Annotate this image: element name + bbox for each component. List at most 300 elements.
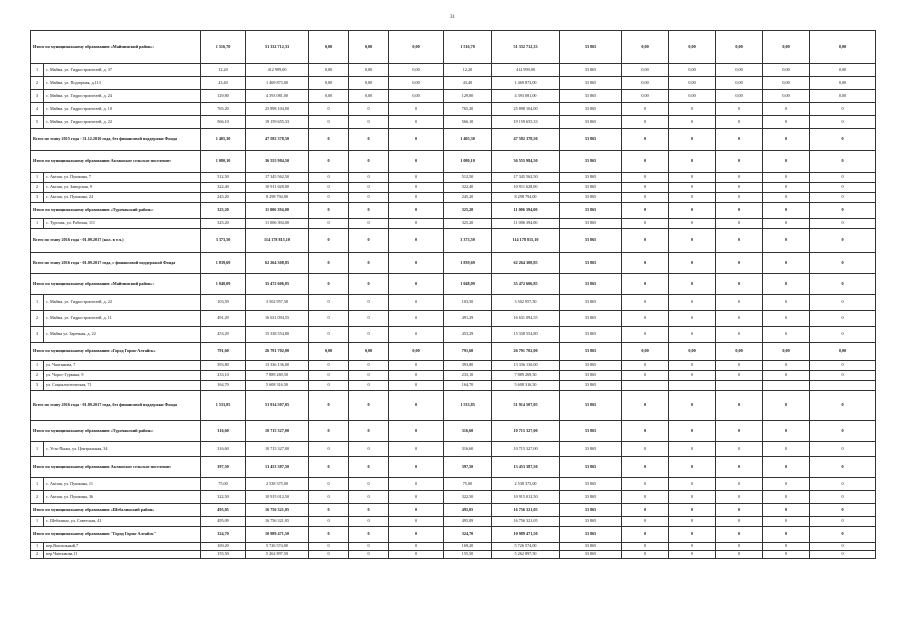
value-cell: 0 [349,151,389,173]
value-cell: 43,40 [201,77,246,90]
row-label: Итого по муниципальному образованию «Турочакский район»: [31,421,201,442]
value-cell: 0 [763,327,810,343]
row-number: 2 [31,491,44,504]
value-cell: 33 865 [560,517,622,527]
value-cell: 0 [810,551,876,559]
value-cell: 0 [309,274,349,295]
address-cell: ул. Чорос-Гуркина, 9 [44,371,201,381]
value-cell: 0 [763,517,810,527]
value-cell: 43,40 [444,77,492,90]
value-cell: 0 [810,371,876,381]
value-cell: 0 [810,504,876,517]
value-cell: 16 756 321,05 [246,517,309,527]
value-cell: 0 [349,274,389,295]
value-cell: 2 538 375,00 [246,478,309,491]
value-cell: 0 [349,517,389,527]
total-row [31,343,876,361]
value-cell: 0 [389,381,444,391]
value-cell: 0 [716,193,763,203]
value-cell: 0 [389,478,444,491]
value-cell: 0,00 [716,343,763,361]
value-cell: 33 865 [560,274,622,295]
value-cell: 316,60 [444,421,492,442]
value-cell: 0 [669,183,716,193]
value-cell: 0 [763,103,810,116]
value-cell: 12,20 [201,64,246,77]
value-cell: 0,00 [389,77,444,90]
total-row [31,457,876,478]
value-cell: 0 [716,183,763,193]
value-cell: 0 [349,543,389,551]
value-cell: 0 [810,391,876,421]
value-cell: 0,00 [389,64,444,77]
value-cell: 2 538 375,00 [492,478,560,491]
value-cell: 0 [309,442,349,457]
value-cell: 0 [716,551,763,559]
value-cell: 16 631 094,55 [246,311,309,327]
value-cell: 0,00 [309,90,349,103]
value-cell: 0 [669,116,716,129]
value-cell: 1 533,85 [201,391,246,421]
value-cell: 325,20 [444,203,492,219]
value-cell: 412 999,00 [492,64,560,77]
value-cell: 495,05 [201,504,246,517]
value-cell: 33 865 [560,504,622,517]
address-cell: ул. Социалистическая, 71 [44,381,201,391]
value-cell: 1 839,69 [444,253,492,274]
value-cell: 3 373,50 [444,229,492,253]
value-cell: 5 262 897,50 [246,551,309,559]
value-cell: 0 [716,219,763,229]
value-cell: 0 [349,527,389,543]
value-cell: 0 [669,253,716,274]
value-cell: 0 [669,151,716,173]
value-cell: 0 [763,457,810,478]
value-cell: 0 [389,491,444,504]
value-cell: 0 [389,543,444,551]
value-cell: 0 [389,274,444,295]
address-cell: с. Турочак, ул. Рабочая, 111 [44,219,201,229]
value-cell: 0 [763,253,810,274]
value-cell: 164,70 [201,381,246,391]
value-cell: 33 865 [560,478,622,491]
value-cell: 155,50 [444,551,492,559]
value-cell: 3 502 957,50 [492,295,560,311]
value-cell: 324,70 [201,527,246,543]
value-cell: 0 [716,327,763,343]
value-cell: 33 865 [560,229,622,253]
row-number: 2 [31,311,44,327]
value-cell: 0 [389,193,444,203]
table-row [31,517,876,527]
value-cell: 0 [349,203,389,219]
value-cell: 0 [309,103,349,116]
value-cell: 0 [389,116,444,129]
value-cell: 0 [810,151,876,173]
value-cell: 0 [763,543,810,551]
value-cell: 0,00 [622,90,669,103]
value-cell: 0 [763,504,810,517]
address-cell: ул. Чаптыкова, 7 [44,361,201,371]
value-cell: 19 159 655,33 [246,116,309,129]
value-cell: 0 [669,103,716,116]
value-cell: 0 [716,173,763,183]
value-cell: 0 [389,327,444,343]
value-cell: 62 264 308,85 [492,253,560,274]
value-cell: 0 [716,229,763,253]
value-cell: 0,00 [669,90,716,103]
value-cell: 0,00 [669,343,716,361]
address-cell: с. Акташ, ул. Пушкина, 24 [44,193,201,203]
value-cell: 765,20 [201,103,246,116]
value-cell: 0 [389,551,444,559]
value-cell: 51 332 712,33 [492,31,560,64]
value-cell: 7 889 269,50 [492,371,560,381]
value-cell: 491,29 [201,311,246,327]
value-cell: 0,00 [763,90,810,103]
value-cell: 0 [349,551,389,559]
value-cell: 0 [622,129,669,151]
total-row [31,151,876,173]
value-cell: 10 715 327,00 [492,442,560,457]
value-cell: 1 839,69 [201,253,246,274]
value-cell: 51 914 507,05 [492,391,560,421]
value-cell: 0 [309,543,349,551]
value-cell: 0 [669,457,716,478]
value-cell: 0 [622,491,669,504]
value-cell: 0 [669,517,716,527]
value-cell: 0 [309,129,349,151]
value-cell: 10 715 327,00 [246,421,309,442]
value-cell: 169,20 [201,543,246,551]
value-cell: 0 [389,253,444,274]
row-number: 3 [31,90,44,103]
value-cell: 0 [716,253,763,274]
value-cell: 0,00 [810,343,876,361]
value-cell: 19 159 655,33 [492,116,560,129]
value-cell: 5 608 316,50 [492,381,560,391]
value-cell: 566,10 [444,116,492,129]
value-cell: 0 [669,527,716,543]
value-cell: 0 [669,193,716,203]
value-cell: 33 865 [560,183,622,193]
value-cell: 0 [622,295,669,311]
table-row [31,371,876,381]
value-cell: 47 582 378,50 [492,129,560,151]
value-cell: 0 [622,517,669,527]
value-cell: 0 [309,219,349,229]
value-cell: 0,00 [349,31,389,64]
value-cell: 0 [389,361,444,371]
value-cell: 33 865 [560,64,622,77]
value-cell: 0 [389,457,444,478]
table-row [31,219,876,229]
total-row [31,391,876,421]
value-cell: 1 080,10 [201,151,246,173]
value-cell: 0 [810,442,876,457]
value-cell: 17 345 562,50 [246,173,309,183]
value-cell: 0 [810,517,876,527]
value-cell: 0 [669,478,716,491]
value-cell: 26 791 702,00 [492,343,560,361]
table-body [31,31,876,559]
value-cell: 0,00 [810,31,876,64]
value-cell: 10 989 471,50 [492,527,560,543]
value-cell: 1 516,70 [444,31,492,64]
row-number: 1 [31,543,44,551]
value-cell: 0,00 [716,64,763,77]
value-cell: 33 865 [560,491,622,504]
value-cell: 0 [349,193,389,203]
value-cell: 0 [669,442,716,457]
value-cell: 0 [669,551,716,559]
value-cell: 0 [716,151,763,173]
value-cell: 11 006 394,00 [246,203,309,219]
value-cell: 0 [309,295,349,311]
value-cell: 0 [622,361,669,371]
value-cell [810,381,876,391]
value-cell: 0 [810,478,876,491]
value-cell: 10 715 327,00 [246,442,309,457]
value-cell: 0 [669,391,716,421]
value-cell: 33 865 [560,253,622,274]
value-cell: 0 [309,381,349,391]
value-cell: 0 [763,527,810,543]
value-cell: 12,20 [444,64,492,77]
row-number: 3 [31,327,44,343]
value-cell: 0 [309,504,349,517]
value-cell: 169,20 [444,543,492,551]
value-cell: 491,29 [444,311,492,327]
value-cell: 0,00 [622,343,669,361]
value-cell: 75,00 [201,478,246,491]
value-cell: 0 [669,504,716,517]
value-cell: 0 [309,391,349,421]
value-cell: 0 [309,311,349,327]
value-cell: 0 [669,173,716,183]
value-cell: 0 [349,219,389,229]
value-cell: 0,00 [669,31,716,64]
value-cell: 5 608 316,50 [246,381,309,391]
value-cell: 47 582 378,50 [246,129,309,151]
value-cell: 75,00 [444,478,492,491]
value-cell: 495,09 [201,517,246,527]
address-cell: с. Майма, ул. Гидростроителей, д. 22 [44,116,201,129]
page-number: 31 [450,15,455,20]
value-cell: 0 [309,491,349,504]
value-cell: 16 756 321,05 [492,517,560,527]
total-row [31,203,876,219]
value-cell: 0 [669,229,716,253]
value-cell: 0 [716,478,763,491]
value-cell: 0 [763,491,810,504]
value-cell: 325,20 [201,203,246,219]
address-cell: с. Майма, ул. Гидростроителей, д. 10 [44,103,201,116]
row-label: Итого по муниципальному образованию «Шебалинский район» [31,504,201,517]
value-cell: 397,50 [444,457,492,478]
value-cell: 0,00 [309,64,349,77]
value-cell: 10 915 012,50 [246,491,309,504]
value-cell: 16 756 321,05 [492,504,560,517]
value-cell: 0 [763,173,810,183]
value-cell: 0 [622,151,669,173]
value-cell: 0 [763,203,810,219]
value-cell: 33 865 [560,421,622,442]
value-cell: 0 [763,295,810,311]
value-cell: 33 865 [560,361,622,371]
value-cell: 10 911 628,00 [246,183,309,193]
total-row [31,274,876,295]
value-cell: 0 [309,173,349,183]
value-cell: 13 336 136,00 [492,361,560,371]
value-cell: 1 469 873,00 [492,77,560,90]
value-cell: 0,00 [763,343,810,361]
value-cell: 0 [389,129,444,151]
row-number: 5 [31,116,44,129]
value-cell: 765,20 [444,103,492,116]
value-cell: 0 [309,253,349,274]
value-cell: 62 264 308,85 [246,253,309,274]
value-cell: 0 [716,421,763,442]
value-cell: 33 865 [560,31,622,64]
address-cell: с. Усть-Пыжа, ул. Центральная, 34 [44,442,201,457]
value-cell: 0 [389,517,444,527]
value-cell: 0 [309,193,349,203]
value-cell: 15 338 554,80 [492,327,560,343]
value-cell: 0,00 [669,77,716,90]
value-cell: 0 [810,183,876,193]
value-cell: 0 [389,103,444,116]
value-cell: 33 865 [560,203,622,219]
value-cell: 33 865 [560,527,622,543]
table-row [31,295,876,311]
value-cell: 25 898 104,00 [246,103,309,116]
value-cell: 33 865 [560,551,622,559]
value-cell: 0 [763,371,810,381]
value-cell: 16 631 094,55 [492,311,560,327]
value-cell: 0 [389,173,444,183]
value-cell: 0 [309,371,349,381]
value-cell: 397,50 [201,457,246,478]
value-cell: 0 [349,311,389,327]
value-cell: 0,00 [763,77,810,90]
value-cell: 0 [622,551,669,559]
value-cell: 0 [810,311,876,327]
row-label: Итого по муниципальному образованию «Турочакский район»: [31,203,201,219]
value-cell: 33 865 [560,442,622,457]
value-cell: 51 914 507,05 [246,391,309,421]
value-cell: 0 [669,491,716,504]
value-cell: 0 [389,183,444,193]
value-cell: 4 393 081,00 [492,90,560,103]
value-cell [669,381,716,391]
value-cell: 0 [309,551,349,559]
value-cell: 0 [763,129,810,151]
value-cell: 33 865 [560,327,622,343]
value-cell: 1 533,85 [444,391,492,421]
value-cell: 0 [622,311,669,327]
value-cell: 0 [349,129,389,151]
value-cell: 0,00 [349,90,389,103]
total-row [31,527,876,543]
value-cell: 5 726 574,00 [492,543,560,551]
value-cell: 0 [622,193,669,203]
row-label: Итого по муниципальному образованию Акташское сельское поселение: [31,457,201,478]
row-label: Итого по муниципальному образованию «Город Горно-Алтайск» [31,343,201,361]
value-cell: 0 [716,391,763,421]
table-row [31,103,876,116]
value-cell: 0 [763,551,810,559]
value-cell: 0,00 [716,90,763,103]
value-cell: 0 [622,543,669,551]
value-cell: 495,05 [444,504,492,517]
address-cell: с. Шебалино, ул. Советская, 41 [44,517,201,527]
value-cell: 33 865 [560,343,622,361]
value-cell: 0 [622,116,669,129]
row-label: Всего по этапу 2016 года - 01.09.2017 года, без финансовой поддержки Фонда [31,391,201,421]
value-cell: 0 [763,193,810,203]
value-cell: 0 [763,391,810,421]
value-cell: 114 178 815,10 [246,229,309,253]
value-cell: 0 [810,457,876,478]
value-cell: 0 [716,311,763,327]
value-cell: 0 [622,442,669,457]
row-label: Всего по этапу 2016 года - 01.09.2017 (кол. в т.ч.) [31,229,201,253]
value-cell: 245,20 [444,193,492,203]
value-cell: 0,00 [309,31,349,64]
value-cell: 0 [309,457,349,478]
value-cell: 0 [309,527,349,543]
table-row [31,311,876,327]
value-cell: 0 [349,381,389,391]
value-cell: 33 865 [560,103,622,116]
address-cell: с. Майма, ул. Подгорная, д.113 [44,77,201,90]
value-cell: 33 865 [560,173,622,183]
value-cell: 0 [389,504,444,517]
value-cell: 0 [810,253,876,274]
total-row [31,504,876,517]
table-row [31,381,876,391]
value-cell: 0 [309,229,349,253]
value-cell: 512,50 [201,173,246,183]
value-cell: 0 [622,457,669,478]
row-label: Итого по муниципальному образованию «Майминский район»: [31,31,201,64]
value-cell: 0 [622,371,669,381]
value-cell: 33 865 [560,457,622,478]
value-cell: 33 865 [560,193,622,203]
value-cell: 15 338 554,80 [246,327,309,343]
value-cell: 0 [309,203,349,219]
value-cell: 3 502 957,50 [246,295,309,311]
value-cell: 0 [763,442,810,457]
value-cell: 0 [716,103,763,116]
row-number: 2 [31,551,44,559]
value-cell: 0 [669,219,716,229]
total-row [31,31,876,64]
value-cell: 0 [622,103,669,116]
value-cell: 0 [716,274,763,295]
value-cell: 0 [810,116,876,129]
value-cell: 0 [389,203,444,219]
value-cell: 7 889 269,50 [246,371,309,381]
value-cell: 0 [349,116,389,129]
value-cell: 0 [669,311,716,327]
value-cell: 33 865 [560,391,622,421]
value-cell: 0 [763,421,810,442]
value-cell: 245,20 [201,193,246,203]
value-cell: 35 472 606,85 [246,274,309,295]
value-cell: 13 453 387,50 [492,457,560,478]
